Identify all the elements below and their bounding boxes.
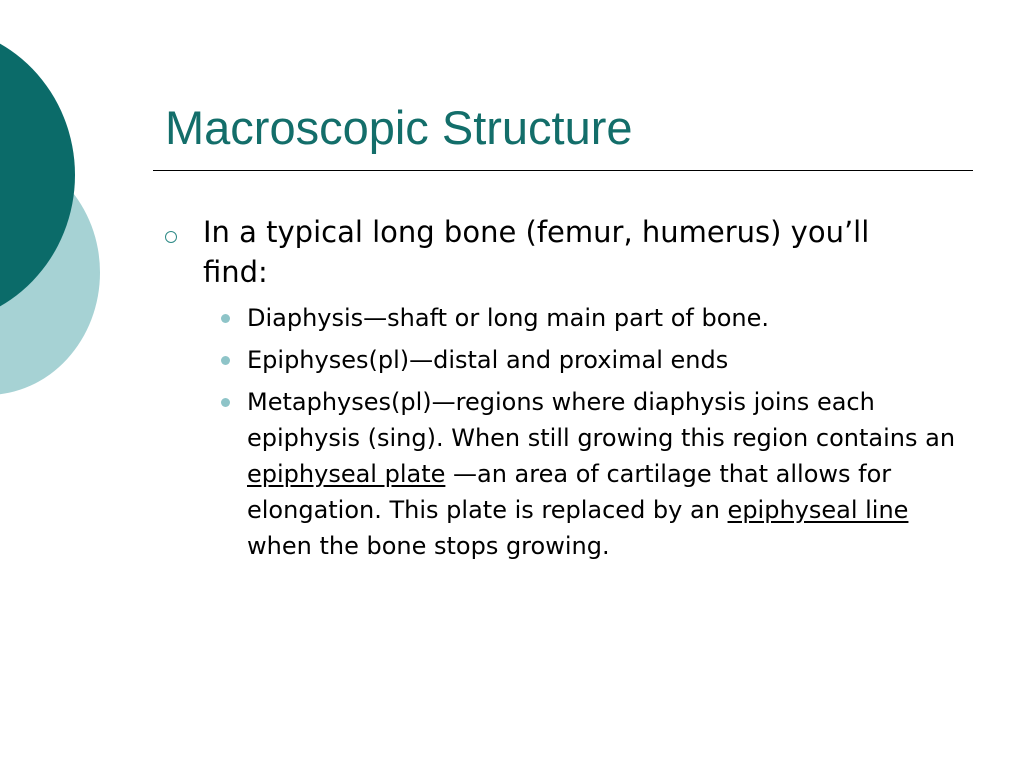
sub-bullet-text-part3: when the bone stops growing. (247, 532, 610, 560)
title-divider (153, 170, 973, 171)
dot-bullet-icon (221, 356, 230, 365)
sub-bullet-text-part1: Metaphyses(pl)—regions where diaphysis joins each epiphysis (sing). When still growing this region contains an (247, 388, 956, 452)
sub-bullet-metaphyses (165, 384, 967, 564)
epiphyseal-plate-term: epiphyseal plate (247, 460, 446, 488)
dot-bullet-icon (221, 314, 230, 323)
sub-bullet-text-part2: —an area of cartilage that allows for elongation. This plate is replaced by an (247, 460, 892, 524)
hollow-circle-bullet-icon (165, 231, 177, 243)
sub-bullet-list (165, 300, 965, 564)
sub-bullet-text: Epiphyses(pl)—distal and proximal ends (247, 346, 729, 374)
main-bullet-text: In a typical long bone (femur, humerus) you’ll find: (203, 215, 870, 289)
bullet-list (165, 212, 965, 570)
slide-title: Macroscopic Structure (165, 101, 633, 154)
sub-bullet-text: Diaphysis—shaft or long main part of bone. (247, 304, 769, 332)
dot-bullet-icon (221, 398, 230, 407)
sub-bullet-diaphysis (165, 300, 967, 336)
sub-bullet-epiphyses (165, 342, 967, 378)
epiphyseal-line-term: epiphyseal line (727, 496, 909, 524)
